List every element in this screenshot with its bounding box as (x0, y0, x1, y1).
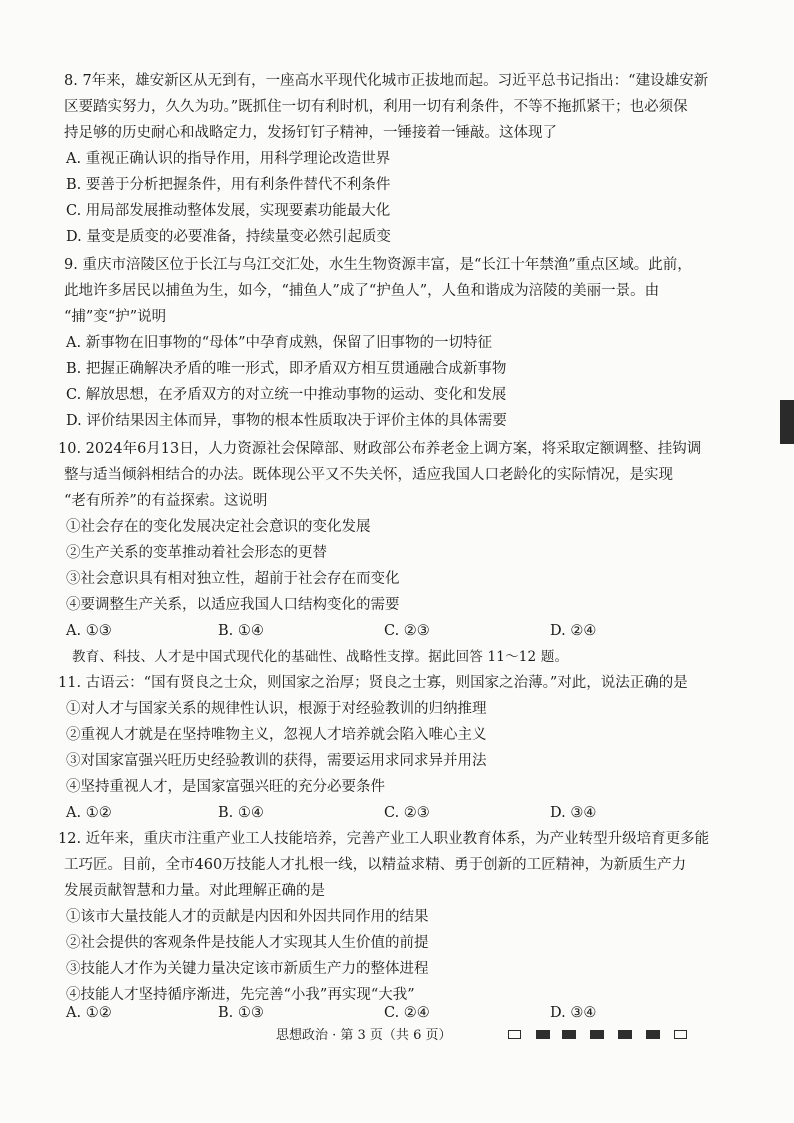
question-10-item-4: ④要调整生产关系，以适应我国人口结构变化的需要 (66, 597, 400, 613)
question-11-item-1: ①对人才与国家关系的规律性认识，根源于对经验教训的归纳推理 (66, 701, 487, 717)
scan-mark (562, 1030, 576, 1039)
question-8-stem-line-2: 区要踏实努力，久久为功。”既抓住一切有利时机，利用一切有利条件，不等不拖抓紧干；也必须保 (64, 99, 688, 115)
question-12-item-1: ①该市大量技能人才的贡献是内因和外因共同作用的结果 (66, 909, 429, 925)
question-9-option-b: B. 把握正确解决矛盾的唯一形式，即矛盾双方相互贯通融合成新事物 (66, 361, 507, 377)
question-10-item-1: ①社会存在的变化发展决定社会意识的变化发展 (66, 519, 371, 535)
question-12-stem-line-2: 工巧匠。目前，全市460万技能人才扎根一线，以精益求精、勇于创新的工匠精神，为新质生产力 (64, 857, 687, 873)
question-12-stem-line-3: 发展贡献智慧和力量。对此理解正确的是 (64, 883, 325, 899)
question-9-option-a: A. 新事物在旧事物的“母体”中孕育成熟，保留了旧事物的一切特征 (66, 335, 493, 351)
question-11-choice-d: D. ③④ (550, 805, 597, 821)
question-10-stem-line-3: “老有所养”的有益探索。这说明 (64, 493, 268, 509)
question-11-choice-b: B. ①④ (218, 805, 264, 821)
question-10-item-3: ③社会意识具有相对独立性，超前于社会存在而变化 (66, 571, 400, 587)
question-12-choice-b: B. ①③ (218, 1005, 264, 1021)
question-10-choice-c: C. ②③ (384, 623, 430, 639)
scan-mark (646, 1030, 660, 1039)
question-12-item-4: ④技能人才坚持循序渐进，先完善“小我”再实现“大我” (66, 987, 415, 1003)
question-12-stem-line-1: 12. 近年来，重庆市注重产业工人技能培养，完善产业工人职业教育体系，为产业转型升级培育更多能 (58, 831, 710, 847)
question-9-option-c: C. 解放思想，在矛盾双方的对立统一中推动事物的运动、变化和发展 (66, 387, 507, 403)
scan-mark (590, 1030, 604, 1039)
question-9-option-d: D. 评价结果因主体而异，事物的根本性质取决于评价主体的具体需要 (66, 413, 507, 429)
scan-mark (536, 1030, 550, 1039)
questions-11-12-intro: 教育、科技、人才是中国式现代化的基础性、战略性支撑。据此回答 11～12 题。 (72, 649, 569, 665)
question-11-stem-line-1: 11. 古语云：“国有贤良之士众，则国家之治厚；贤良之士寡，则国家之治薄。”对此，说法正确的是 (58, 675, 688, 691)
question-10-stem-line-1: 10. 2024年6月13日，人力资源社会保障部、财政部公布养老金上调方案，将采取定额调整、挂钩调 (58, 441, 702, 457)
question-8-stem-line-3: 持足够的历史耐心和战略定力，发扬钉钉子精神，一锤接着一锤敲。这体现了 (64, 125, 557, 141)
scan-mark (618, 1030, 632, 1039)
question-11-choice-a: A. ①② (66, 805, 112, 821)
question-12-item-2: ②社会提供的客观条件是技能人才实现其人生价值的前提 (66, 935, 429, 951)
question-10-choice-b: B. ①④ (218, 623, 264, 639)
question-8-option-d: D. 量变是质变的必要准备，持续量变必然引起质变 (66, 229, 391, 245)
question-9-stem-line-3: “捕”变“护”说明 (64, 309, 167, 325)
question-8-option-c: C. 用局部发展推动整体发展，实现要素功能最大化 (66, 203, 391, 219)
question-10-choice-d: D. ②④ (550, 623, 597, 639)
scan-mark-open (674, 1030, 687, 1039)
question-12-choice-d: D. ③④ (550, 1005, 597, 1021)
question-9-stem-line-2: 此地许多居民以捕鱼为生，如今，“捕鱼人”成了“护鱼人”，人鱼和谐成为涪陵的美丽一景。由 (64, 283, 660, 299)
page-footer: 思想政治 · 第 3 页（共 6 页） (276, 1028, 452, 1043)
question-8-option-b: B. 要善于分析把握条件，用有利条件替代不利条件 (66, 177, 391, 193)
scan-mark-open (508, 1030, 521, 1039)
question-11-choice-c: C. ②③ (384, 805, 430, 821)
question-12-choice-c: C. ②④ (384, 1005, 430, 1021)
question-9-stem-line-1: 9. 重庆市涪陵区位于长江与乌江交汇处，水生生物资源丰富，是“长江十年禁渔”重点区域。此前， (64, 257, 692, 273)
question-8-option-a: A. 重视正确认识的指导作用，用科学理论改造世界 (66, 151, 391, 167)
question-8-stem-line-1: 8. 7年来，雄安新区从无到有，一座高水平现代化城市正拔地而起。习近平总书记指出：“建设雄安新 (64, 73, 709, 89)
question-11-item-2: ②重视人才就是在坚持唯物主义，忽视人才培养就会陷入唯心主义 (66, 727, 487, 743)
question-10-stem-line-2: 整与适当倾斜相结合的办法。既体现公平又不失关怀，适应我国人口老龄化的实际情况，是实现 (64, 467, 673, 483)
question-10-item-2: ②生产关系的变革推动着社会形态的更替 (66, 545, 327, 561)
question-10-choice-a: A. ①③ (66, 623, 112, 639)
edge-tab-mark (780, 400, 794, 444)
question-11-item-3: ③对国家富强兴旺历史经验教训的获得，需要运用求同求异并用法 (66, 753, 487, 769)
question-12-choice-a: A. ①② (66, 1005, 112, 1021)
question-12-item-3: ③技能人才作为关键力量决定该市新质生产力的整体进程 (66, 961, 429, 977)
question-11-item-4: ④坚持重视人才，是国家富强兴旺的充分必要条件 (66, 779, 385, 795)
